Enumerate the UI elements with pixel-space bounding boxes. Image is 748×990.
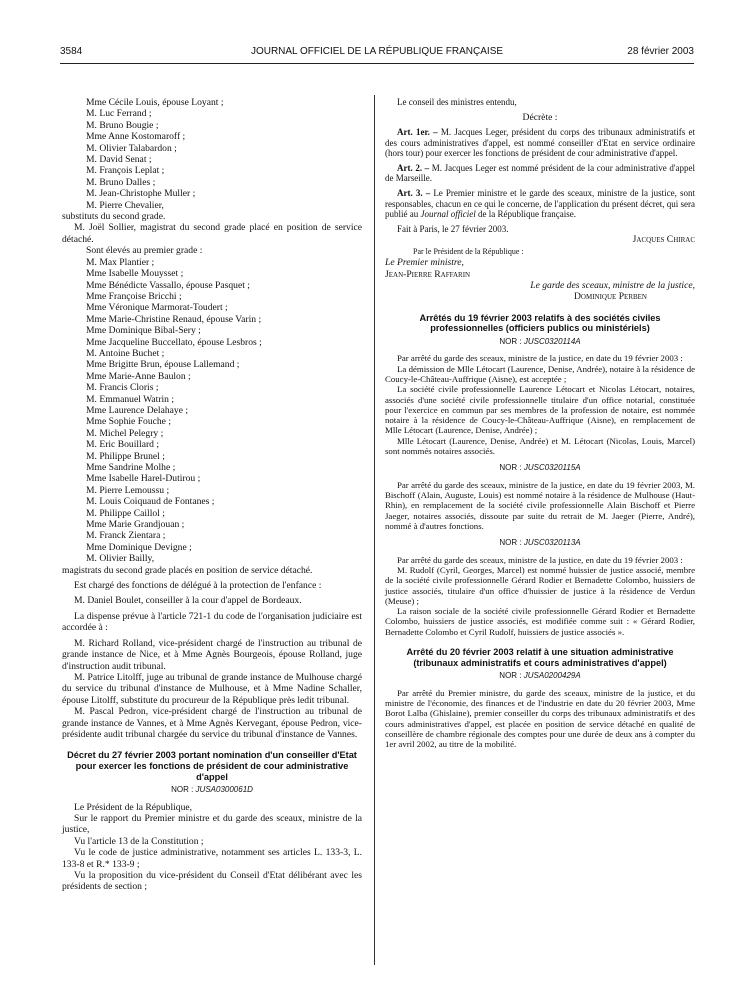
nor-label: NOR : <box>499 463 522 473</box>
decrete-line: Décrète : <box>522 111 558 123</box>
list-item: Mme Marie Grandjouan ; <box>86 519 185 531</box>
list-item: Mme Bénédicte Vassallo, épouse Pasquet ; <box>86 279 250 291</box>
list-item: Mme Cécile Louis, épouse Loyant ; <box>86 97 224 108</box>
rolland-paragraph: M. Richard Rolland, vice-président chargé de l'instruction au tribunal de grande instance de Nice, et à Mme Agnès Bourgeois, épouse Rolland, juge d'instruction audit tribunal. <box>62 637 362 672</box>
nor-label: NOR : <box>499 336 522 346</box>
journal-title: JOURNAL OFFICIEL DE LA RÉPUBLIQUE FRANÇAISE <box>250 46 504 57</box>
decret-nor <box>62 784 362 795</box>
fait-line: Fait à Paris, le 27 février 2003. <box>397 223 509 234</box>
list-item: Mme Marie-Anne Baulon ; <box>86 370 191 382</box>
list-item: Mme Brigitte Brun, épouse Lallemand ; <box>86 359 240 371</box>
pedron-paragraph: M. Pascal Pedron, vice-président chargé de l'instruction au tribunal de grande instance de Vannes, et à Mme Agnès Kervegant, épouse Pedron, vice-présidente audit tribunal chargée du service du tribunal d'instance de Vannes. <box>62 706 362 740</box>
nor-code: JUSC0320114A <box>523 336 581 346</box>
nor-label: NOR : <box>499 538 522 548</box>
list-item: M. François Leplat ; <box>86 165 165 177</box>
article-2-text: M. Jacques Leger est nommé président de la cour administrative d'appel de Marseille. <box>385 162 695 184</box>
list-item: M. Pierre Lemoussu ; <box>86 484 170 496</box>
arrete-2-p1: Par arrêté du garde des sceaux, ministre de la justice, en date du 19 février 2003, M. Bischoff (Alain, Auguste, Louis) est nommé notaire à la résidence de Mulhouse (Haut-Rhin), en remplacement de la société civile professionnelle Alain Bischoff et Pierre Jaeger, notaires associés, dissoute par suite du retrait de M. Jaeger (Pierre, André), nommé à d'autres fonctions. <box>385 479 695 531</box>
par-le-president: Par le Président de la République : <box>413 246 524 256</box>
page-number: 3584 <box>60 46 83 57</box>
list-item: Mme Dominique Bibal-Sery ; <box>86 325 201 337</box>
boulet-paragraph: M. Daniel Boulet, conseiller à la cour d'appel de Bordeaux. <box>74 595 302 607</box>
list-item: M. Emmanuel Watrin ; <box>86 393 175 405</box>
list-item: M. Antoine Buchet ; <box>86 347 165 359</box>
list-item: M. Olivier Talabardon ; <box>86 142 177 154</box>
list-item: M. Michel Pelegry ; <box>86 427 164 439</box>
delegue-paragraph: Est chargé des fonctions de délégué à la protection de l'enfance : <box>74 580 322 592</box>
nor-code: JUSC0320113A <box>523 538 581 548</box>
arrete-3-p3: La raison sociale de la société civile professionnelle Gérard Rodier et Bernadette Colombo, huissiers de justice associés, est modifiée comme suit : « Gérard Rodier, Bernadette Colombo et Cyril Rudolf, huissiers de justice associés ». <box>385 606 695 637</box>
arretes-19-title: Arrêtés du 19 février 2003 relatifs à des sociétés civiles professionnelles (officiers publics ou ministériels) <box>419 312 661 334</box>
list-item: M. Bruno Bougie ; <box>86 119 159 131</box>
arrete-1-p3: La société civile professionnelle Laurence Létocart et Nicolas Létocart, notaires, associés d'une société civile professionnelle titulaire d'un office notarial, constituée pour l'exercice en commun par ses membres de la profession de notaire, est nommée notaire à la résidence de Coucy-le-Château-Auffrique (Aisne), en remplacement de Mlle Létocart (Laurence, Denise, Andrée) ; <box>385 384 695 436</box>
list-item: M. Philippe Brunel ; <box>86 450 165 462</box>
article-1-text: M. Jacques Leger, président du corps des tribunaux administratifs et des cours administratives d'appel, est nommé conseiller d'Etat en service ordinaire (hors tour) pour exercer les fonctions de président de cour administrative d'appel. <box>385 127 696 159</box>
list-item: M. Bruno Dalles ; <box>86 176 156 188</box>
magistrats-paragraph: magistrats du second grade placés en position de service détaché. <box>62 564 313 576</box>
list-item: M. Max Plantier ; <box>86 256 155 268</box>
arrete-1-p1: Par arrêté du garde des sceaux, ministre de la justice, en date du 19 février 2003 : <box>397 353 683 364</box>
conseil-line: Le conseil des ministres entendu, <box>397 97 517 107</box>
names-list-first <box>62 97 362 211</box>
nor-2 <box>385 462 695 473</box>
list-item: Mme Marie-Christine Renaud, épouse Varin ; <box>86 313 262 325</box>
list-item: M. Olivier Bailly, <box>86 553 155 565</box>
litolff-paragraph: M. Patrice Litolff, juge au tribunal de grande instance de Mulhouse chargé du service du tribunal d'instance de Mulhouse, et à Mme Nadine Schaller, épouse Litolff, substitute du procureur de la République près ledit tribunal. <box>62 671 362 706</box>
list-item: Mme Jacqueline Buccellato, épouse Lesbros ; <box>86 336 262 348</box>
eleves-intro: Sont élevés au premier grade : <box>86 245 203 257</box>
premier-ministre-name: Jean-Pierre Raffarin <box>385 268 471 280</box>
header-rule <box>60 63 694 64</box>
nor-code: JUSC0320115A <box>523 463 581 473</box>
list-item: M. Louis Coiquaud de Fontanes ; <box>86 496 215 508</box>
nor-label: NOR : <box>171 785 194 795</box>
list-item: M. Eric Bouillard ; <box>86 439 160 451</box>
nor-code: JUSA0300061D <box>195 785 253 795</box>
arrete-20-title: Arrêté du 20 février 2003 relatif à une situation administrative (tribunaux administratifs et cours administratives d'appel) <box>406 647 674 668</box>
dispense-paragraph: La dispense prévue à l'article 721-1 du code de l'organisation judiciaire est accordée à : <box>62 610 362 634</box>
article-2-label: Art. 2. – <box>397 162 430 173</box>
nor-label: NOR : <box>499 671 522 681</box>
list-item: M. Philippe Caillol ; <box>86 507 165 519</box>
left-column <box>62 97 362 893</box>
names-list-second <box>62 257 362 565</box>
premier-ministre-title: Le Premier ministre, <box>385 257 464 269</box>
list-item: M. Francis Cloris ; <box>86 382 159 394</box>
decret-title: Décret du 27 février 2003 portant nomination d'un conseiller d'Etat pour exercer les fonctions de président de cour administrative d'appel <box>67 750 357 782</box>
list-item: Mme Isabelle Mouysset ; <box>86 268 184 280</box>
list-item: M. Pierre Chevalier, <box>86 199 164 211</box>
list-item: M. Franck Zientara ; <box>86 530 166 542</box>
nor-3 <box>385 537 695 548</box>
garde-sceaux-title: Le garde des sceaux, ministre de la justice, <box>530 279 695 291</box>
arrete-1-p4: Mlle Létocart (Laurence, Denise, Andrée) et M. Létocart (Nicolas, Louis, Marcel) sont nommés notaires associés. <box>385 435 695 457</box>
article-2 <box>385 163 695 184</box>
list-item: Mme Anne Kostomaroff ; <box>86 131 186 143</box>
issue-date: 28 février 2003 <box>627 46 694 57</box>
article-1 <box>385 127 695 159</box>
right-column <box>385 97 695 749</box>
joel-sollier-paragraph: M. Joël Sollier, magistrat du second grade placé en position de service détaché. <box>62 222 362 245</box>
garde-sceaux-name: Dominique Perben <box>574 291 647 303</box>
article-3-text-a: Le Premier ministre et le garde des sceaux, ministre de la justice, sont responsables, chacun en ce qui le concerne, de l'application du présent décret, qui sera publié au <box>385 187 695 220</box>
article-3 <box>385 188 695 220</box>
list-item: M. Jean-Christophe Muller ; <box>86 188 196 200</box>
list-item: M. David Senat ; <box>86 154 152 166</box>
nor-1 <box>385 336 695 347</box>
substituts-line: substituts du second grade. <box>62 211 166 223</box>
decret-p1: Le Président de la République, <box>74 801 193 813</box>
journal-officiel-text: Journal officiel <box>420 209 476 220</box>
column-divider <box>374 95 375 965</box>
nor-4 <box>385 670 695 681</box>
decret-p2: Sur le rapport du Premier ministre et du garde des sceaux, ministre de la justice, <box>62 812 362 836</box>
list-item: Mme Sandrine Molhe ; <box>86 462 176 473</box>
list-item: Mme Véronique Marmorat-Toudert ; <box>86 302 228 314</box>
list-item: Mme Sophie Fouche ; <box>86 416 172 428</box>
arrete-3-p1: Par arrêté du garde des sceaux, ministre de la justice, en date du 19 février 2003 : <box>397 554 683 565</box>
decret-p5: Vu la proposition du vice-président du Conseil d'Etat délibérant avec les présidents de section ; <box>62 869 362 893</box>
nor-code: JUSA0200429A <box>523 671 581 681</box>
list-item: Mme Isabelle Harel-Dutirou ; <box>86 473 201 485</box>
article-3-text-b: de la République française. <box>475 209 576 220</box>
list-item: Mme Dominique Devigne ; <box>86 541 192 553</box>
page-header <box>60 46 694 60</box>
decret-p3: Vu l'article 13 de la Constitution ; <box>74 835 204 847</box>
arrete-3-p2: M. Rudolf (Cyril, Georges, Marcel) est nommé huissier de justice associé, membre de la société civile professionnelle Gérard Rodier et Bernadette Colombo, huissiers de justice associés, titulaire d'un office d'huissier de justice à la résidence de Verdun (Meuse) ; <box>385 564 695 606</box>
signature-chirac: Jacques Chirac <box>632 234 695 246</box>
arrete-1-p2: La démission de Mlle Létocart (Laurence, Denise, Andrée), notaire à la résidence de Coucy-le-Château-Auffrique (Aisne), est acceptée ; <box>385 363 695 384</box>
arrete-4-p1: Par arrêté du Premier ministre, du garde des sceaux, ministre de la justice, et du ministre de l'économie, des finances et de l'industrie en date du 20 février 2003, Mme Borot Lalba (Ghislaine), premier conseiller du corps des tribunaux administratifs et des cours administratives d'appel, est placée en position de service détaché en qualité de conseillère de chambre régionale des comptes pour une durée de deux ans à compter du 1er avril 2002, au titre de la mobilité. <box>385 687 695 750</box>
decret-p4: Vu le code de justice administrative, notamment ses articles L. 133-3, L. 133-8 et R.* 133-9 ; <box>62 847 362 870</box>
article-3-label: Art. 3. – <box>397 187 431 198</box>
list-item: Mme Françoise Bricchi ; <box>86 290 182 302</box>
article-1-label: Art. 1er. – <box>397 127 438 137</box>
list-item: M. Luc Ferrand ; <box>86 108 152 120</box>
list-item: Mme Laurence Delahaye ; <box>86 404 189 416</box>
